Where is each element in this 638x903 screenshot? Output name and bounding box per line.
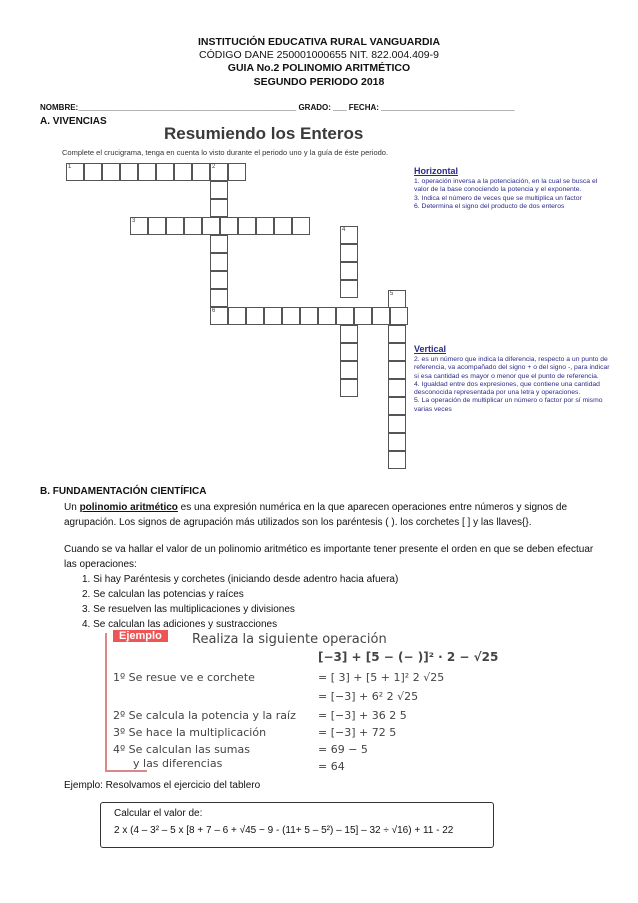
- crossword-cell[interactable]: [340, 361, 358, 379]
- example-result-5: = 69 − 5: [318, 743, 368, 756]
- crossword-cell[interactable]: [84, 163, 102, 181]
- exercise-expression: 2 x (4 – 3² – 5 x [8 + 7 – 6 + √45 − 9 - (11+ 5 – 5²) – 15] – 32 ÷ √16) + 11 - 22: [114, 825, 454, 836]
- institution-name: INSTITUCIÓN EDUCATIVA RURAL VANGUARDIA: [197, 36, 441, 48]
- crossword-cell[interactable]: [210, 181, 228, 199]
- vertical-clue-2: 2. es un número que indica la diferencia, respecto a un punto de referencia, va acompañado del signo + o del signo -, para indicar si esa cantidad es mayor o menor que el punto de referencia.: [414, 356, 610, 380]
- crossword-cell[interactable]: [388, 433, 406, 451]
- crossword-cell[interactable]: [202, 217, 220, 235]
- period-title: SEGUNDO PERIODO 2018: [253, 76, 385, 88]
- example-step-4b: y las diferencias: [133, 757, 223, 770]
- crossword-cell[interactable]: [102, 163, 120, 181]
- crossword-cell[interactable]: [228, 307, 246, 325]
- clue-number-1: 1: [68, 164, 72, 170]
- polynomial-definition: Un polinomio aritmético es una expresión numérica en la que aparecen operaciones entre números y signos de agrupación. Los signos de agrupación más utilizados son los paréntesis ( ). los corchetes [ ] y las llaves{}.: [64, 502, 568, 528]
- example-step-3: 3º Se hace la multiplicación: [113, 726, 267, 739]
- crossword-cell[interactable]: [210, 253, 228, 271]
- example-result-3: = [−3] + 36 2 5: [318, 709, 407, 722]
- crossword-cell[interactable]: [388, 325, 406, 343]
- example-step-4: 4º Se calculan las sumas: [113, 743, 250, 756]
- crossword-cell[interactable]: [256, 217, 274, 235]
- crossword-cell[interactable]: [388, 343, 406, 361]
- crossword-cell[interactable]: [210, 199, 228, 217]
- example-label: Ejemplo: [113, 630, 168, 642]
- crossword-cell[interactable]: [148, 217, 166, 235]
- example-result-1: = [ 3] + [5 + 1]² 2 √25: [318, 671, 445, 684]
- clue-number-2: 2: [212, 164, 216, 170]
- exercise-prompt: Calcular el valor de:: [114, 808, 203, 819]
- clue-number-6: 6: [212, 308, 216, 314]
- step-item: 2. Se calculan las potencias y raíces: [82, 589, 244, 600]
- crossword-cell[interactable]: [238, 217, 256, 235]
- example-result-2: = [−3] + 6² 2 √25: [318, 690, 419, 703]
- crossword-cell[interactable]: [184, 217, 202, 235]
- example-result-4: = [−3] + 72 5: [318, 726, 397, 739]
- crossword-cell[interactable]: [340, 325, 358, 343]
- section-a-title: A. VIVENCIAS: [40, 116, 107, 127]
- horizontal-clue-1: 1. operación inversa a la potenciación, en la cual se busca el valor de la base conociendo la potencia y el exponente.: [414, 178, 598, 194]
- crossword-cell[interactable]: [390, 307, 408, 325]
- vertical-clue-4: 4. Igualdad entre dos expresiones, que contiene una cantidad desconocida representada por una letra y operaciones.: [414, 380, 600, 397]
- vertical-clue-5: 5. La operación de multiplicar un número o factor por sí mismo varias veces: [414, 397, 603, 413]
- crossword-cell[interactable]: [138, 163, 156, 181]
- crossword-instructions: Complete el crucigrama, tenga en cuenta lo visto durante el periodo uno y la guía de éste periodo.: [62, 148, 389, 157]
- crossword-cell[interactable]: [372, 307, 390, 325]
- crossword-cell[interactable]: [246, 307, 264, 325]
- step-item: 4. Se calculan las adiciones y sustracciones: [82, 619, 278, 630]
- crossword-cell[interactable]: [340, 280, 358, 298]
- clue-number-4: 4: [342, 227, 346, 233]
- crossword-cell[interactable]: [220, 217, 238, 235]
- step-item: 1. Si hay Paréntesis y corchetes (iniciando desde adentro hacia afuera): [82, 574, 399, 585]
- crossword-cell[interactable]: [156, 163, 174, 181]
- horizontal-clues-title: Horizontal: [414, 166, 458, 176]
- polynomial-term: polinomio aritmético: [79, 502, 178, 513]
- example-heading: Realiza la siguiente operación: [192, 632, 387, 647]
- crossword-cell[interactable]: [388, 361, 406, 379]
- crossword-cell[interactable]: [192, 163, 210, 181]
- crossword-cell[interactable]: [340, 262, 358, 280]
- crossword-cell[interactable]: [388, 397, 406, 415]
- crossword-cell[interactable]: [264, 307, 282, 325]
- crossword-cell[interactable]: [336, 307, 354, 325]
- student-info-line: NOMBRE:_________________________________________________ GRADO: ___ FECHA: ______________________________: [40, 103, 515, 112]
- exercise-scroll-box: [100, 802, 494, 848]
- crossword-cell[interactable]: [210, 289, 228, 307]
- institution-codes: CÓDIGO DANE 250001000655 NIT. 822.004.409-9: [199, 49, 439, 61]
- step-item: 3. Se resuelven las multiplicaciones y divisiones: [82, 604, 295, 615]
- crossword-cell[interactable]: [388, 415, 406, 433]
- crossword-cell[interactable]: [228, 163, 246, 181]
- clue-number-3: 3: [132, 218, 136, 224]
- order-intro: Cuando se va hallar el valor de un polinomio aritmético es importante tener presente el orden en que se deben efectuar las operaciones:: [64, 544, 594, 570]
- crossword-cell[interactable]: [210, 271, 228, 289]
- vertical-clues: [414, 356, 614, 414]
- horizontal-clue-3: 3. Indica el número de veces que se multiplica un factor: [414, 194, 582, 202]
- order-steps: [82, 572, 602, 632]
- crossword-title: Resumiendo los Enteros: [164, 124, 364, 143]
- vertical-clues-title: Vertical: [414, 344, 447, 354]
- crossword-cell[interactable]: [274, 217, 292, 235]
- example-step-1: 1º Se resue ve e corchete: [113, 671, 255, 684]
- crossword-cell[interactable]: [354, 307, 372, 325]
- crossword-cell[interactable]: [282, 307, 300, 325]
- section-b-title: B. FUNDAMENTACIÓN CIENTÍFICA: [40, 486, 207, 497]
- horizontal-clues: [414, 178, 604, 211]
- crossword-cell[interactable]: [340, 379, 358, 397]
- exercise-intro: Ejemplo: Resolvamos el ejercicio del tablero: [64, 780, 261, 791]
- crossword-cell[interactable]: [388, 451, 406, 469]
- crossword-cell[interactable]: [166, 217, 184, 235]
- crossword-cell[interactable]: [340, 343, 358, 361]
- crossword-cell[interactable]: [318, 307, 336, 325]
- example-result-6: = 64: [318, 760, 345, 773]
- example-expression: [−3] + [5 − (− )]² · 2 − √25: [318, 650, 499, 664]
- horizontal-clue-6: 6. Determina el signo del producto de dos enteros: [414, 202, 565, 210]
- crossword-cell[interactable]: [120, 163, 138, 181]
- crossword-cell[interactable]: [210, 235, 228, 253]
- guide-title: GUIA No.2 POLINOMIO ARITMÉTICO: [227, 62, 411, 74]
- example-step-2: 2º Se calcula la potencia y la raíz: [113, 709, 296, 722]
- crossword-cell[interactable]: [292, 217, 310, 235]
- crossword-cell[interactable]: [300, 307, 318, 325]
- crossword-cell[interactable]: [340, 244, 358, 262]
- crossword-cell[interactable]: [388, 379, 406, 397]
- crossword-cell[interactable]: [174, 163, 192, 181]
- clue-number-5: 5: [390, 291, 394, 297]
